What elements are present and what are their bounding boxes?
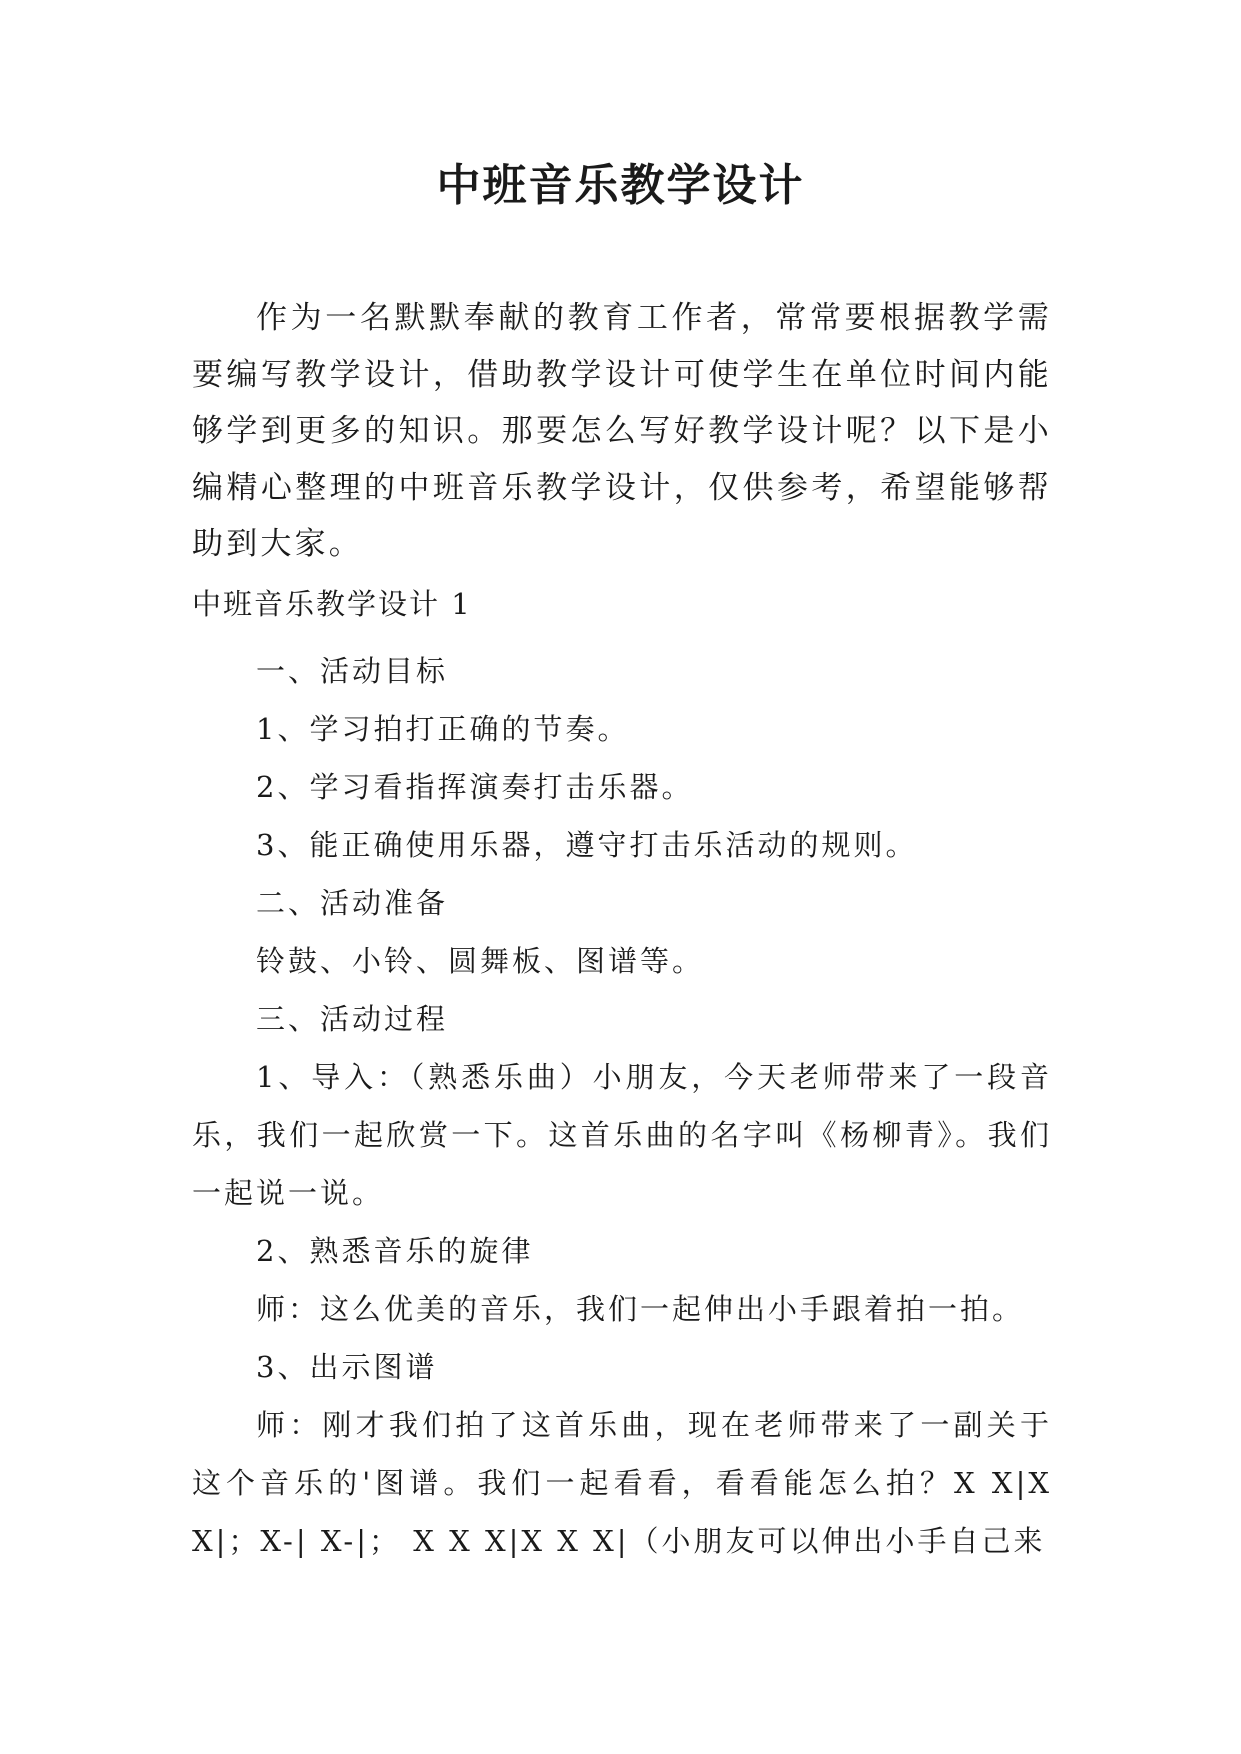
content-lines (192, 642, 1052, 1570)
goal-item-3: 3、能正确使用乐器，遵守打击乐活动的规则。 (256, 828, 918, 862)
section-heading: 中班音乐教学设计 1 (192, 587, 472, 621)
heading-activity-process: 三、活动过程 (256, 1002, 449, 1036)
process-step-3-text: 师：刚才我们拍了这首乐曲，现在老师带来了一副关于这个音乐的'图谱。我们一起看看，看看能怎么拍？X X|X X|；X-| X-|； X X X|X X X|（小朋友可以伸出小手自己来 (192, 1408, 1052, 1558)
goal-item-2: 2、学习看指挥演奏打击乐器。 (256, 770, 694, 804)
intro-paragraph: 作为一名默默奉献的教育工作者，常常要根据教学需要编写教学设计，借助教学设计可使学生在单位时间内能够学到更多的知识。那要怎么写好教学设计呢？以下是小编精心整理的中班音乐教学设计，仅供参考，希望能够帮助到大家。 (192, 300, 1052, 562)
process-step-2: 2、熟悉音乐的旋律 (256, 1234, 534, 1268)
process-step-1: 1、导入：（熟悉乐曲）小朋友，今天老师带来了一段音乐，我们一起欣赏一下。这首乐曲的名字叫《杨柳青》。我们一起说一说。 (192, 1060, 1052, 1210)
preparation-materials: 铃鼓、小铃、圆舞板、图谱等。 (256, 944, 705, 978)
process-step-2-text: 师：这么优美的音乐，我们一起伸出小手跟着拍一拍。 (256, 1292, 1025, 1326)
goal-item-1: 1、学习拍打正确的节奏。 (256, 712, 630, 746)
heading-activity-preparation: 二、活动准备 (256, 886, 449, 920)
heading-activity-goals: 一、活动目标 (256, 654, 449, 688)
process-step-3: 3、出示图谱 (256, 1350, 438, 1384)
document-title: 中班音乐教学设计 (436, 160, 805, 211)
